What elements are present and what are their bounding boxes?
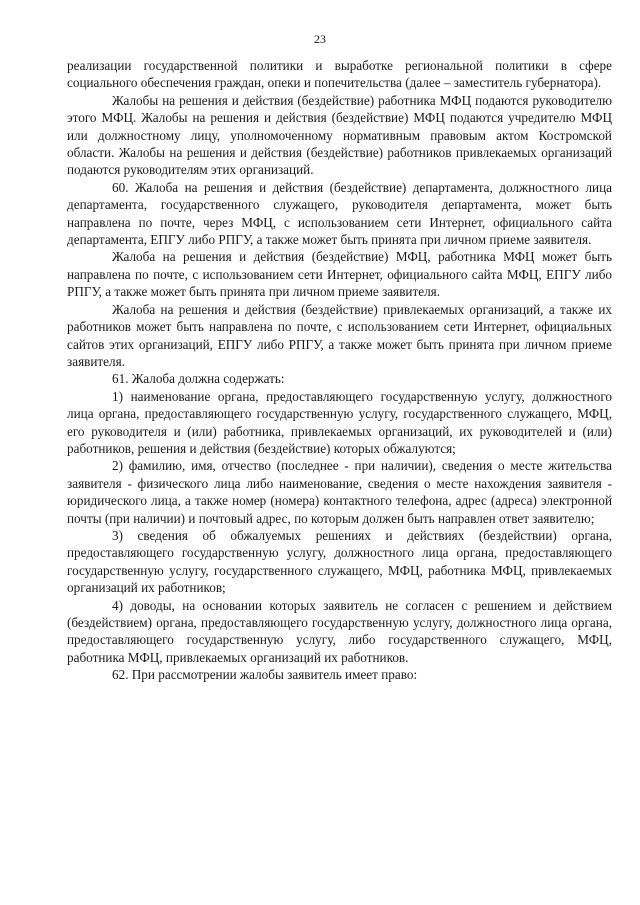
list-item-1: 1) наименование органа, предоставляющего государственную услугу, должностного лица органа, предоставляющего государственную услугу, государственного служащего, МФЦ, его руководителя и (или) работника, привлекаемых организаций, их руководителей и (или) работников, решения и действия (бездействие) которых обжалуются; (67, 388, 612, 456)
page-number: 23 (314, 32, 326, 46)
paragraph-61: 61. Жалоба должна содержать: (112, 371, 285, 387)
paragraph-organizations-submission: Жалоба на решения и действия (бездействие) привлекаемых организаций, а также их работников может быть направлена по почте, с использованием сети Интернет, официальных сайтов этих организаций, ЕПГУ либо РПГУ, а также может быть принята при личном приеме заявителя. (67, 301, 612, 369)
paragraph-mfc-submission: Жалоба на решения и действия (бездействие) МФЦ, работника МФЦ может быть направлена по почте, с использованием сети Интернет, официального сайта МФЦ, ЕПГУ либо РПГУ, а также может быть принята при личном приеме заявителя. (67, 249, 612, 300)
paragraph-60: 60. Жалоба на решения и действия (бездействие) департамента, должностного лица департамента, государственного служащего, руководителя департамента, может быть направлена по почте, через МФЦ, с использованием сети Интернет, официального сайта департамента, ЕПГУ либо РПГУ, а также может быть принята при личном приеме заявителя. (67, 179, 612, 248)
list-item-4: 4) доводы, на основании которых заявитель не согласен с решением и действием (бездействием) органа, предоставляющего государственную услугу, должностного лица органа, предоставляющего государственную услугу, либо государственного служащего, МФЦ, работника МФЦ, привлекаемых организаций их работников. (67, 597, 612, 665)
list-item-2: 2) фамилию, имя, отчество (последнее - при наличии), сведения о месте жительства заявителя - физического лица либо наименование, сведения о месте нахождения заявителя - юридического лица, а также номер (номера) контактного телефона, адрес (адреса) электронной почты (при наличии) и почтовый адрес, по которым должен быть направлен ответ заявителю; (67, 458, 612, 526)
list-item-3: 3) сведения об обжалуемых решениях и действиях (бездействии) органа, предоставляющего государственную услугу, должностного лица органа, предоставляющего государственную услугу, государственного служащего, МФЦ, работника МФЦ, привлекаемых организаций их работников; (67, 527, 612, 596)
paragraph-62: 62. При рассмотрении жалобы заявитель имеет право: (112, 667, 418, 683)
document-body (67, 57, 612, 684)
paragraph-mfc-complaints: Жалобы на решения и действия (бездействие) работника МФЦ подаются руководителю этого МФЦ. Жалобы на решения и действия (бездействие) МФЦ подаются учредителю МФЦ или должностному лицу, уполномоченному нормативным правовым актом Костромской области. Жалобы на решения и действия (бездействие) работников привлекаемых организаций подаются руководителям этих организаций. (67, 92, 612, 178)
paragraph-continuation: реализации государственной политики и выработке региональной политики в сфере социального обеспечения граждан, опеки и попечительства (далее – заместитель губернатора). (67, 58, 612, 91)
